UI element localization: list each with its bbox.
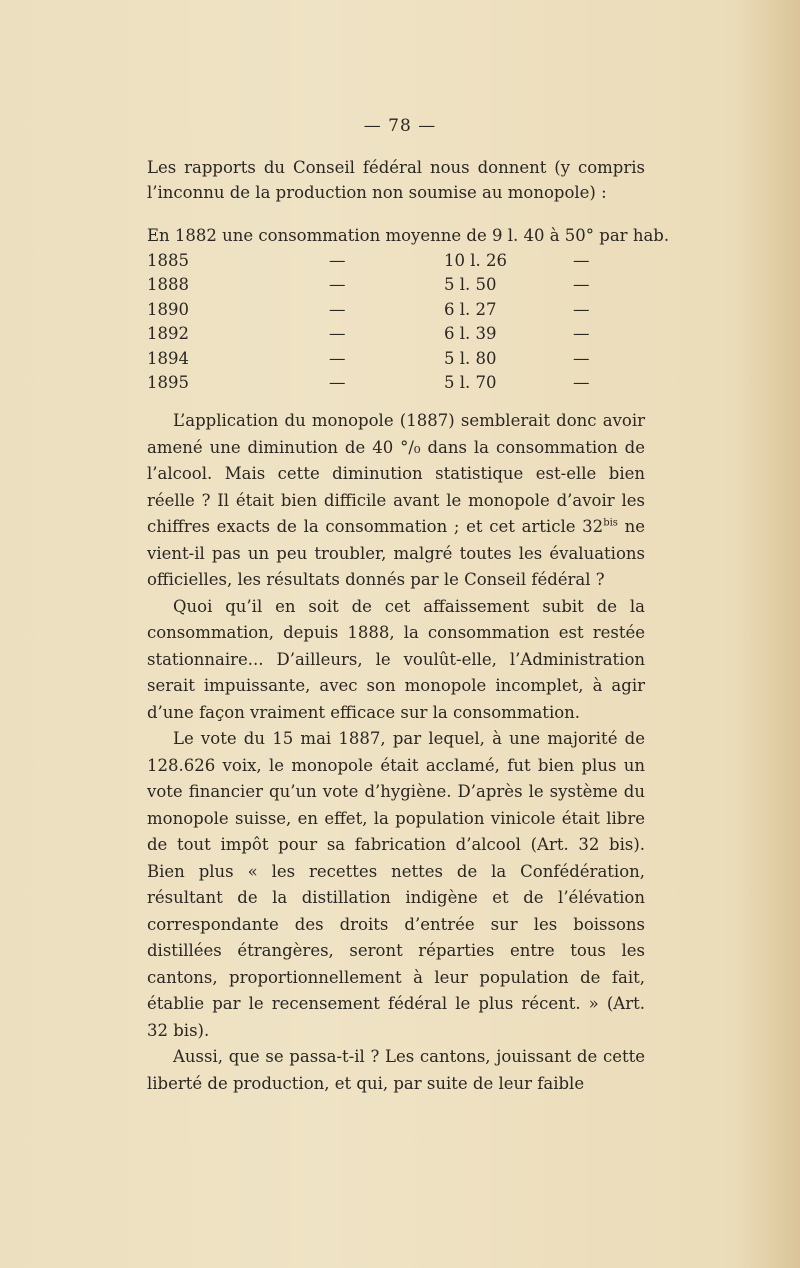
year-cell: 1894 <box>147 348 189 368</box>
dash-cell: — <box>573 373 590 392</box>
paragraph-3: Le vote du 15 mai 1887, par lequel, à une majorité de 128.626 voix, le monopole était acclamé, fut bien plus un vote financier qu’un vote d’hygiène. D’après le système du monopole suisse, en effet, la population vinicole était libre de tout impôt pour sa fabrication d’alcool (Art. 32 bis). Bien plus « les recettes nettes de la Confédération, résultant de la distillation indigène et de l’élévation correspondante des droits d’entrée sur les boissons distillées étrangères, seront réparties entre tous les cantons, proportionnellement à leur population de fait, établie par le recensement fédéral le plus récent. » (Art. 32 bis). <box>147 729 645 1040</box>
page-number: — 78 — <box>363 116 437 136</box>
value-cell: 5 l. 70 <box>444 373 497 392</box>
table-rows <box>147 249 647 396</box>
dash-cell: — <box>329 373 346 392</box>
dash-cell: — <box>573 275 590 294</box>
dash-cell: — <box>329 348 346 368</box>
year-cell: 1888 <box>147 275 189 294</box>
table-first-row: En 1882 une consommation moyenne de 9 l. 40 à 50° par hab. <box>147 226 670 245</box>
table-row <box>147 249 647 274</box>
intro-paragraph <box>147 155 645 205</box>
year-cell: 1892 <box>147 324 189 343</box>
bis-superscript: bis <box>603 517 618 529</box>
year-cell: 1885 <box>147 250 189 270</box>
paragraph-1 <box>147 408 645 594</box>
dash-cell: — <box>573 250 590 270</box>
paragraph-1-part-a: L’application du monopole (1887) semblerait donc avoir amené une diminution de 40 °/₀ dans la consommation de l’alcool. Mais cette diminution statistique est-elle bien réelle ? Il était bien difficile avant le monopole d’avoir les chiffres exacts de la consommation ; et cet article 32 <box>147 411 645 536</box>
intro-text: Les rapports du Conseil fédéral nous donnent (y compris l’inconnu de la production non soumise au monopole) : <box>147 158 645 202</box>
paragraph-2: Quoi qu’il en soit de cet affaissement subit de la consommation, depuis 1888, la consommation est restée stationnaire... D’ailleurs, le voulût-elle, l’Administration serait impuissante, avec son monopole incomplet, à agir d’une façon vraiment efficace sur la consommation. <box>147 596 645 722</box>
table-row <box>147 273 647 298</box>
value-cell: 5 l. 50 <box>444 275 497 294</box>
value-cell: 6 l. 27 <box>444 299 497 319</box>
year-cell: 1890 <box>147 299 189 319</box>
dash-cell: — <box>573 299 590 319</box>
dash-cell: — <box>573 324 590 343</box>
paragraph-1-part-b: ne vient-il pas un peu troubler, malgré toutes les évaluations officielles, les résultats donnés par le Conseil fédéral ? <box>147 517 646 589</box>
table-row <box>147 371 647 396</box>
paragraph-4: Aussi, que se passa-t-il ? Les cantons, jouissant de cette liberté de production, et qui, par suite de leur faible <box>147 1047 645 1093</box>
value-cell: 10 l. 26 <box>444 250 508 270</box>
table-row <box>147 322 647 347</box>
dash-cell: — <box>573 348 590 368</box>
value-cell: 5 l. 80 <box>444 348 497 368</box>
dash-cell: — <box>329 250 346 270</box>
table-row <box>147 347 647 372</box>
table-row <box>147 298 647 323</box>
dash-cell: — <box>329 324 346 343</box>
dash-cell: — <box>329 299 346 319</box>
body-text <box>147 408 645 1097</box>
value-cell: 6 l. 39 <box>444 324 497 343</box>
year-cell: 1895 <box>147 373 189 392</box>
dash-cell: — <box>329 275 346 294</box>
consumption-table <box>147 224 670 396</box>
